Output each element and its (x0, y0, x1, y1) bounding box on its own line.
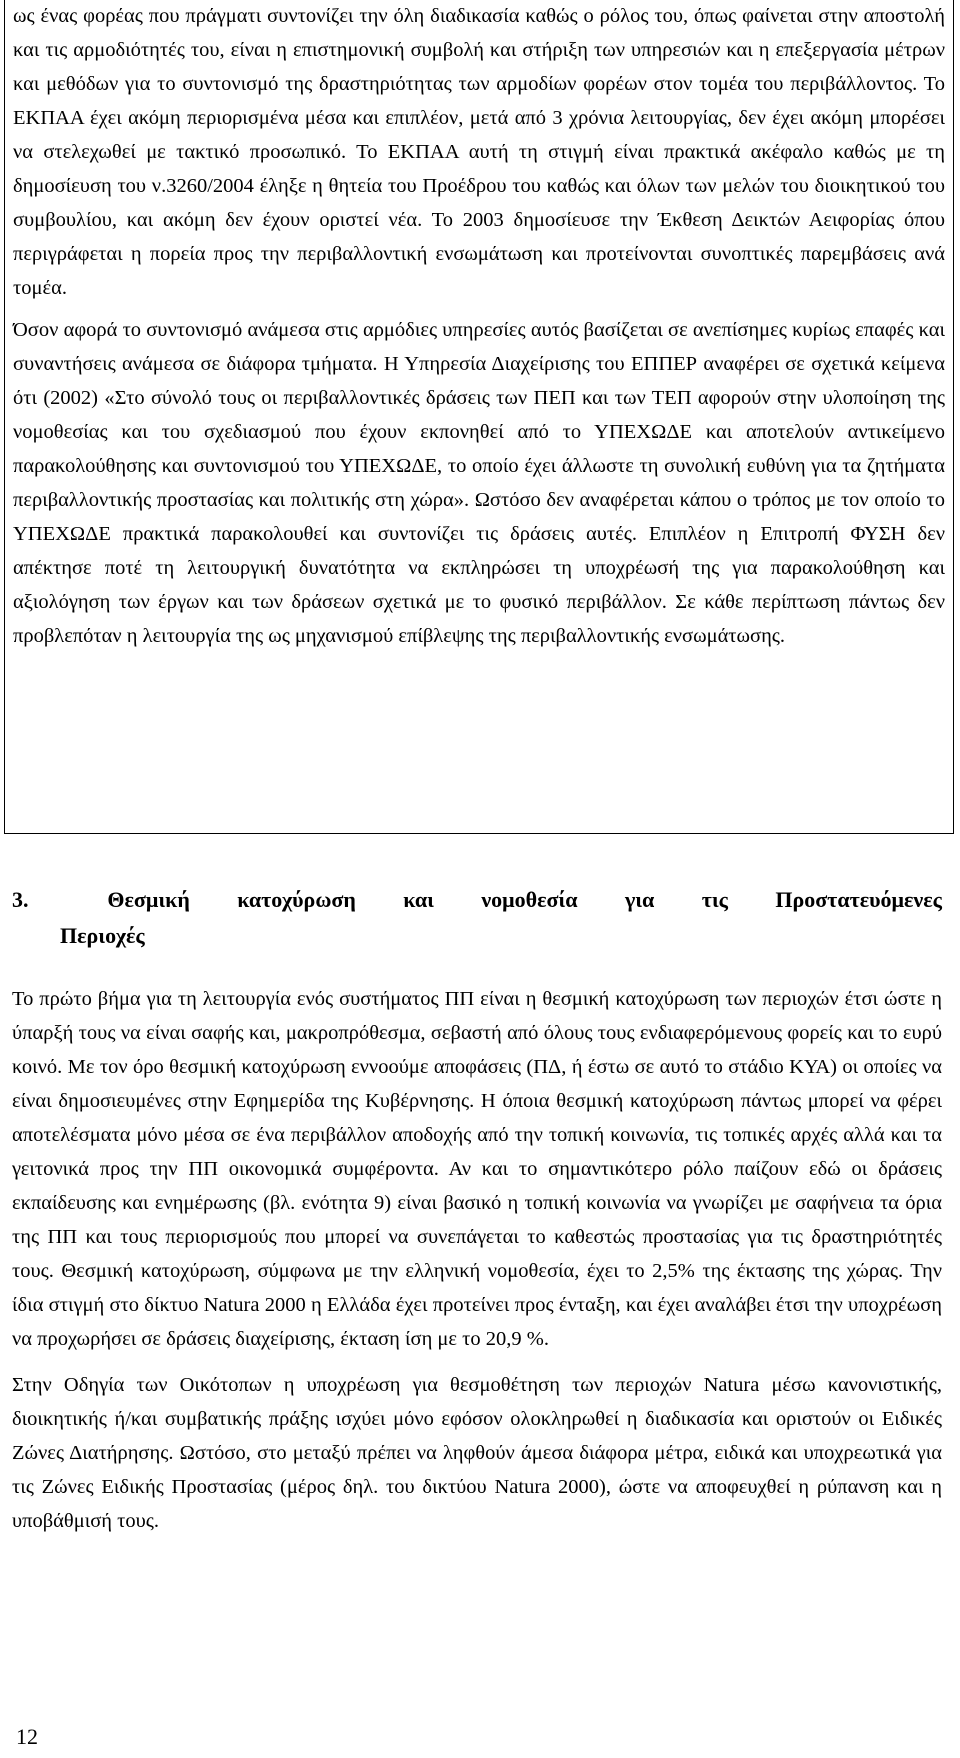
section-title-word: Προστατευόμενες (775, 887, 942, 912)
section-heading-line-1 (12, 882, 942, 918)
bordered-text-box (4, 0, 954, 834)
body-paragraph: Στην Οδηγία των Οικότοπων η υποχρέωση για θεσμοθέτηση των περιοχών Natura μέσω κανονιστικής, διοικητικής ή/και συμβατικής πράξης ισχύει μόνο εφόσον ολοκληρωθεί η διαδικασία και οριστούν οι Ειδικές Ζώνες Διατήρησης. Ωστόσο, στο μεταξύ πρέπει να ληφθούν άμεσα διάφορα μέτρα, ειδικά και υποχρεωτικά για τις Ζώνες Ειδικής Προστασίας (μέρος δηλ. του δικτύου Natura 2000), ώστε να αποφευχθεί η ρύπανση και η υποβάθμισή τους. (12, 1374, 942, 1532)
section-number: 3. (12, 887, 29, 912)
section-title-line-2: Περιοχές (60, 923, 145, 948)
body-paragraph: Το πρώτο βήμα για τη λειτουργία ενός συστήματος ΠΠ είναι η θεσμική κατοχύρωση των περιοχών έτσι ώστε η ύπαρξή τους να είναι σαφής και, μακροπρόθεσμα, σεβαστή από όλους τους ενδιαφερόμενους φορείς και το ευρύ κοινό. Με τον όρο θεσμική κατοχύρωση εννοούμε αποφάσεις (ΠΔ, ή έστω σε αυτό το στάδιο ΚΥΑ) οι οποίες να είναι δημοσιευμένες στην Εφημερίδα της Κυβέρνησης. Η όποια θεσμική κατοχύρωση πάντως μπορεί να φέρει αποτελέσματα μόνο μέσα σε ένα περιβάλλον αποδοχής από την τοπική κοινωνία, τις τοπικές αρχές αλλά και τα γειτονικά προς την ΠΠ οικονομικά συμφέροντα. Αν και το σημαντικότερο ρόλο παίζουν εδώ οι δράσεις εκπαίδευσης και ενημέρωσης (βλ. ενότητα 9) είναι βασικό η τοπική κοινωνία να γνωρίζει με σαφήνεια τα όρια της ΠΠ και τους περιορισμούς που μπορεί να συνεπάγεται το καθεστώς προστασίας για τις δραστηριότητές τους. Θεσμική κατοχύρωση, σύμφωνα με την ελληνική νομοθεσία, έχει το 2,5% της έκτασης της χώρας. Την ίδια στιγμή στο δίκτυο Natura 2000 η Ελλάδα έχει προτείνει προς ένταξη, και έχει αναλάβει έτσι την υποχρέωση να προχωρήσει σε δράσεις διαχείρισης, έκταση ίση με το 20,9 %. (12, 988, 942, 1350)
section-title-word: και (403, 887, 434, 912)
section-heading (12, 882, 942, 954)
section-title-word: νομοθεσία (481, 887, 578, 912)
box-paragraph: Όσον αφορά το συντονισμό ανάμεσα στις αρμόδιες υπηρεσίες αυτός βασίζεται σε ανεπίσημες κυρίως επαφές και συναντήσεις ανάμεσα σε διάφορα τμήματα. Η Υπηρεσία Διαχείρισης του ΕΠΠΕΡ αναφέρει σε σχετικά κείμενα ότι (2002) «Στο σύνολό τους οι περιβαλλοντικές δράσεις των ΠΕΠ και των ΤΕΠ αφορούν στην υλοποίηση της νομοθεσίας και του σχεδιασμού που έχουν εκπονηθεί από το ΥΠΕΧΩΔΕ και αποτελούν αντικείμενο παρακολούθησης και συντονισμού του ΥΠΕΧΩΔΕ, το οποίο έχει άλλωστε τη συνολική ευθύνη για τα ζητήματα περιβαλλοντικής προστασίας και πολιτικής στη χώρα». Ωστόσο δεν αναφέρεται κάπου ο τρόπος με τον οποίο το ΥΠΕΧΩΔΕ πρακτικά παρακολουθεί και συντονίζει τις δράσεις αυτές. Επιπλέον η Επιτροπή ΦΥΣΗ δεν απέκτησε ποτέ τη λειτουργική δυνατότητα να εκπληρώσει τη υποχρέωσή της για παρακολούθηση και αξιολόγηση των έργων και των δράσεων σχετικά με το φυσικό περιβάλλον. Σε κάθε περίπτωση πάντως δεν προβλεπόταν η λειτουργία της ως μηχανισμού επίβλεψης της περιβαλλοντικής ενσωμάτωσης. (13, 319, 945, 647)
box-paragraph: ως ένας φορέας που πράγματι συντονίζει την όλη διαδικασία καθώς ο ρόλος του, όπως φαίνεται στην αποστολή και τις αρμοδιότητές του, είναι η επιστημονική συμβολή και στήριξη των υπηρεσιών και η επεξεργασία μέτρων και μεθόδων για το συντονισμό της δραστηριότητας των αρμοδίων φορέων στον τομέα του περιβάλλοντος. Το ΕΚΠΑΑ έχει ακόμη περιορισμένα μέσα και επιπλέον, μετά από 3 χρόνια λειτουργίας, δεν έχει ακόμη μπορέσει να στελεχωθεί με τακτικό προσωπικό. Το ΕΚΠΑΑ αυτή τη στιγμή είναι πρακτικά ακέφαλο καθώς με τη δημοσίευση του ν.3260/2004 έληξε η θητεία του Προέδρου του καθώς και όλων των μελών του διοικητικού του συμβουλίου, και ακόμη δεν έχουν οριστεί νέα. Το 2003 δημοσίευσε την Έκθεση Δεικτών Αειφορίας όπου περιγράφεται η πορεία προς την περιβαλλοντική ενσωμάτωση και προτείνονται συνοπτικές παρεμβάσεις ανά τομέα. (13, 5, 945, 299)
section-title-word: Θεσμική (107, 887, 190, 912)
section-title-word: τις (701, 887, 728, 912)
section-body (12, 982, 942, 1538)
section-title-word: κατοχύρωση (237, 887, 356, 912)
section-title-word: για (624, 887, 655, 912)
page-number: 12 (16, 1724, 38, 1749)
